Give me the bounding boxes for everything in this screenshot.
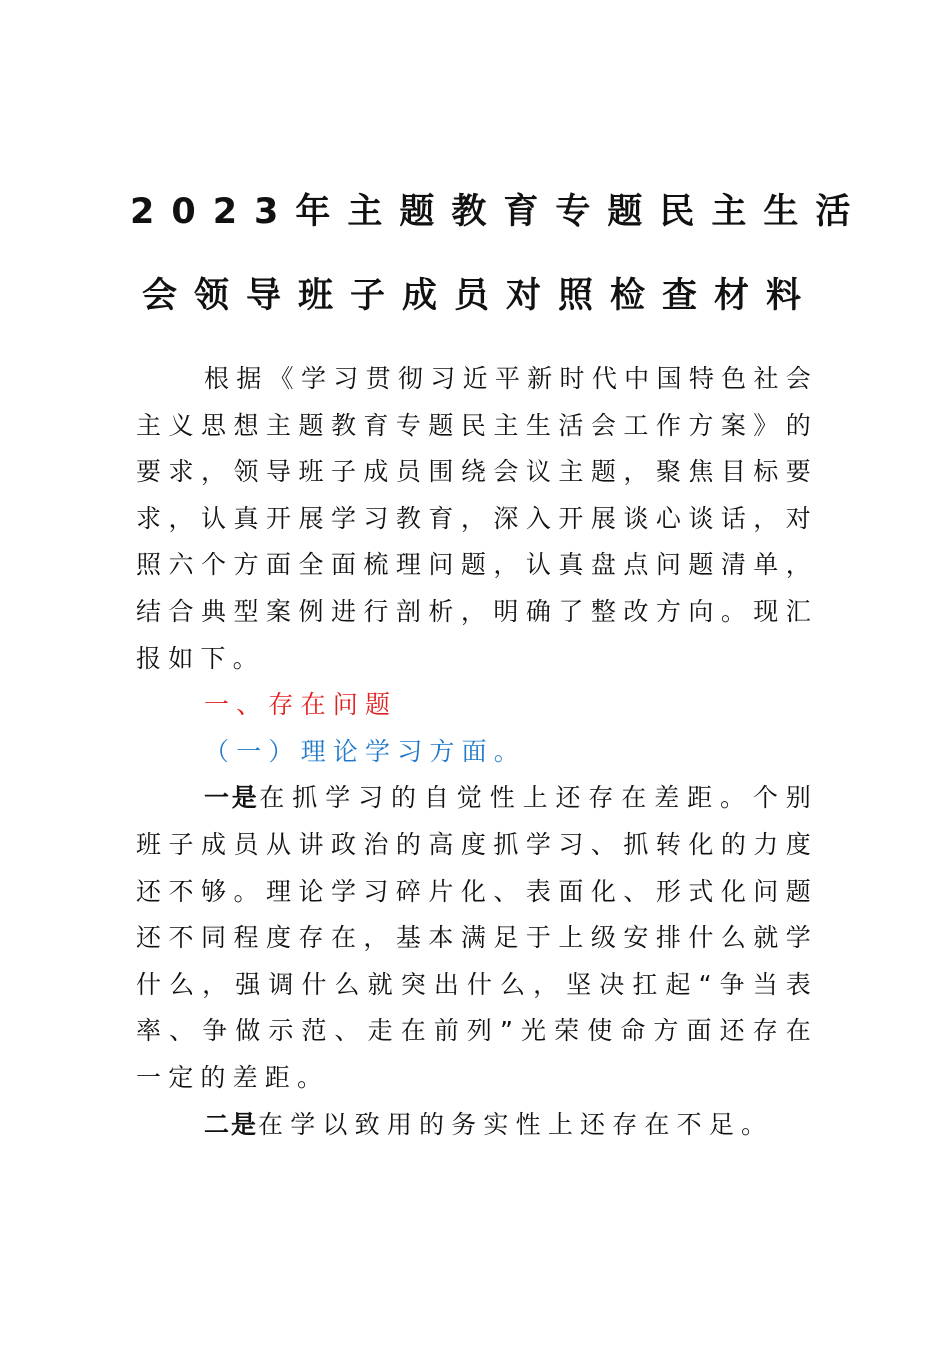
title-line-2: 会领导班子成员对照检查材料 — [141, 276, 818, 316]
intro-paragraph: 根据《学习贯彻习近平新时代中国特色社会主义思想主题教育专题民主生活会工作方案》的要求，领导班子成员围绕会议主题，聚焦目标要求，认真开展学习教育，深入开展谈心谈话，对照六个方面全面梳理问题，认真盘点问题清单，结合典型案例进行剖析，明确了整改方向。现汇报如下。 — [136, 364, 818, 673]
point-2-text: 在学以致用的务实性上还存在不足。 — [258, 1109, 774, 1139]
document-page — [130, 188, 868, 1148]
point-2-paragraph — [136, 1102, 818, 1149]
point-1-paragraph — [136, 775, 818, 1101]
document-title — [130, 188, 868, 320]
subsection-heading-theory-study: （一）理论学习方面。 — [204, 736, 527, 766]
document-body — [136, 356, 818, 1148]
point-2-lead: 二是 — [204, 1109, 259, 1139]
point-1-text: 在抓学习的自觉性上还存在差距。个别班子成员从讲政治的高度抓学习、抓转化的力度还不够。理论学习碎片化、表面化、形式化问题还不同程度存在，基本满足于上级安排什么就学什么，强调什么就突出什么，坚决扛起“争当表率、争做示范、走在前列”光荣使命方面还存在一定的差距。 — [136, 783, 818, 1092]
point-1-lead: 一是 — [204, 783, 260, 813]
section-heading-problems: 一、存在问题 — [204, 690, 398, 720]
title-line-1: 2023年主题教育专题民主生活 — [130, 192, 868, 232]
